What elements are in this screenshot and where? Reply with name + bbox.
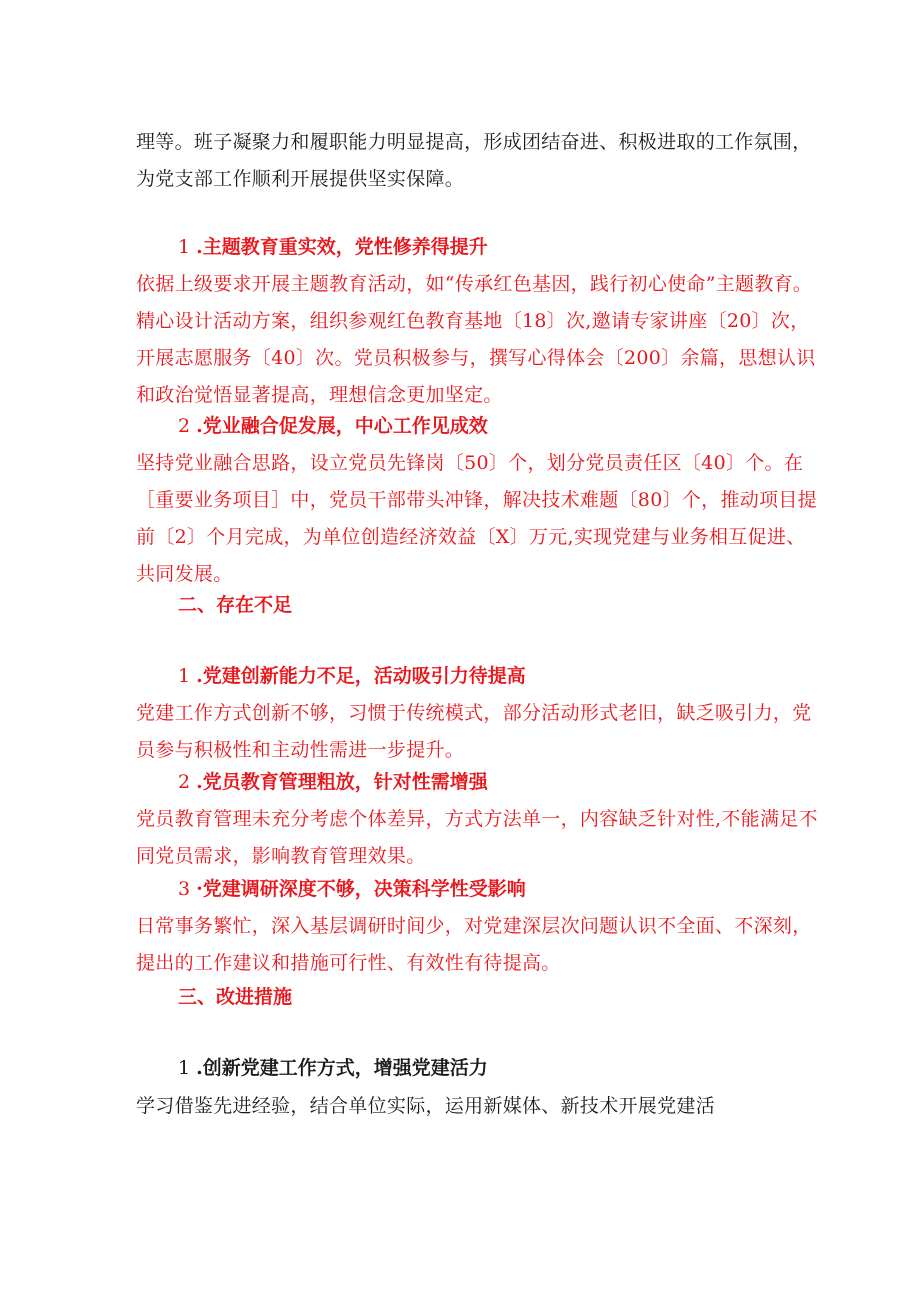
subheading-research-depth: [178, 874, 526, 904]
subheading-text: .主题教育重实效，党性修养得提升: [196, 236, 488, 258]
section-title-text: 三、改进措施: [178, 986, 293, 1008]
paragraph-intro: [136, 124, 812, 198]
subheading-number: 1: [178, 236, 191, 258]
text-line: 员参与积极性和主动性需进一步提升。: [136, 739, 465, 761]
subheading-text: .创新党建工作方式，增强党建活力: [196, 1057, 488, 1079]
subheading-text: ·党建调研深度不够，决策科学性受影响: [196, 878, 526, 900]
subheading-number: 3: [178, 878, 191, 900]
text-line: 共同发展。: [136, 563, 233, 585]
text-line: 理等。班子凝聚力和履职能力明显提高，形成团结奋进、积极进取的工作氛围，: [136, 131, 812, 153]
section-title-improvements: [178, 982, 292, 1012]
paragraph-innovation-shortfall: [136, 695, 812, 769]
subheading-innovation-shortfall: [178, 661, 526, 691]
text-line: 精心设计活动方案，组织参观红色教育基地〔18〕次,邀请专家讲座〔20〕次，: [136, 310, 810, 332]
text-line: 为党支部工作顺利开展提供坚实保障。: [136, 168, 465, 190]
subheading-number: 1: [178, 665, 191, 687]
text-line: 党员教育管理未充分考虑个体差异，方式方法单一，内容缺乏针对性,不能满足不: [136, 808, 818, 830]
text-line: 同党员需求，影响教育管理效果。: [136, 845, 426, 867]
text-line: 提出的工作建议和措施可行性、有效性有待提高。: [136, 952, 561, 974]
text-line: 前〔2〕个月完成，为单位创造经济效益〔X〕万元,实现党建与业务相互促进、: [136, 526, 806, 548]
text-line: 坚持党业融合思路，设立党员先锋岗〔50〕个，划分党员责任区〔40〕个。在: [136, 452, 804, 474]
subheading-member-education: [178, 767, 488, 797]
paragraph-member-education: [136, 801, 818, 875]
subheading-innovate-methods: [178, 1053, 488, 1083]
text-line: 和政治觉悟显著提高，理想信念更加坚定。: [136, 384, 503, 406]
subheading-number: 2: [178, 415, 191, 437]
text-line: 学习借鉴先进经验，结合单位实际，运用新媒体、新技术开展党建活: [136, 1095, 716, 1117]
text-line: 党建工作方式创新不够，习惯于传统模式，部分活动形式老旧，缺乏吸引力，党: [136, 702, 812, 724]
subheading-number: 1: [178, 1057, 191, 1079]
subheading-text: .党建创新能力不足，活动吸引力待提高: [196, 665, 526, 687]
paragraph-innovate-methods: [136, 1088, 796, 1125]
section-title-text: 二、存在不足: [178, 594, 293, 616]
subheading-party-business-integration: [178, 411, 488, 441]
paragraph-theme-education: [136, 266, 816, 414]
subheading-theme-education: [178, 232, 488, 262]
paragraph-research-depth: [136, 908, 812, 982]
text-line: 日常事务繁忙，深入基层调研时间少，对党建深层次问题认识不全面、不深刻，: [136, 915, 812, 937]
paragraph-party-business-integration: [136, 445, 817, 593]
section-title-shortcomings: [178, 590, 292, 620]
subheading-text: .党员教育管理粗放，针对性需增强: [196, 771, 488, 793]
text-line: 依据上级要求开展主题教育活动，如“传承红色基因，践行初心使命”主题教育。: [136, 273, 813, 295]
subheading-number: 2: [178, 771, 191, 793]
subheading-text: .党业融合促发展，中心工作见成效: [196, 415, 488, 437]
text-line: ［重要业务项目］中，党员干部带头冲锋，解决技术难题〔80〕个，推动项目提: [136, 489, 817, 511]
text-line: 开展志愿服务〔40〕次。党员积极参与，撰写心得体会〔200〕余篇，思想认识: [136, 347, 816, 369]
